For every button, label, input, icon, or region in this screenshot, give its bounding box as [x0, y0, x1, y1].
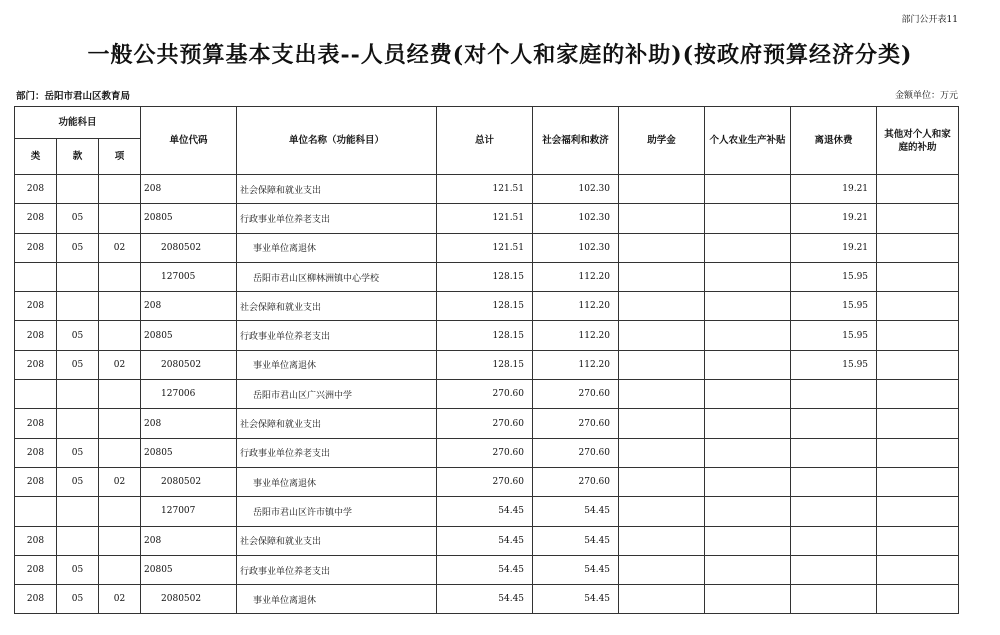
- header-kuan: 款: [57, 139, 99, 175]
- table-row: [15, 204, 959, 233]
- cell-lei: 208: [15, 321, 57, 350]
- cell-scholarship: [619, 526, 705, 555]
- cell-xiang: [99, 204, 141, 233]
- cell-name: 岳阳市君山区许市镇中学: [237, 497, 437, 526]
- table-row: [15, 497, 959, 526]
- cell-scholarship: [619, 497, 705, 526]
- cell-lei: 208: [15, 555, 57, 584]
- cell-total: 270.60: [437, 467, 533, 496]
- header-lei: 类: [15, 139, 57, 175]
- cell-other: [877, 233, 959, 262]
- table-row: [15, 526, 959, 555]
- cell-lei: 208: [15, 350, 57, 379]
- cell-agri: [705, 467, 791, 496]
- cell-scholarship: [619, 233, 705, 262]
- cell-name: 岳阳市君山区柳林洲镇中心学校: [237, 262, 437, 291]
- cell-lei: 208: [15, 467, 57, 496]
- cell-retire: [791, 380, 877, 409]
- cell-retire: [791, 497, 877, 526]
- cell-xiang: [99, 497, 141, 526]
- cell-lei: 208: [15, 526, 57, 555]
- table-row: [15, 409, 959, 438]
- cell-scholarship: [619, 204, 705, 233]
- cell-kuan: 05: [57, 467, 99, 496]
- cell-code: 208: [141, 526, 237, 555]
- cell-lei: 208: [15, 585, 57, 614]
- cell-other: [877, 497, 959, 526]
- cell-other: [877, 175, 959, 204]
- cell-lei: 208: [15, 438, 57, 467]
- cell-code: 20805: [141, 321, 237, 350]
- table-row: [15, 292, 959, 321]
- cell-other: [877, 321, 959, 350]
- table-row: [15, 175, 959, 204]
- cell-name: 岳阳市君山区广兴洲中学: [237, 380, 437, 409]
- cell-code: 2080502: [141, 350, 237, 379]
- table-row: [15, 321, 959, 350]
- cell-total: 54.45: [437, 526, 533, 555]
- cell-other: [877, 526, 959, 555]
- cell-welfare: 112.20: [533, 262, 619, 291]
- cell-scholarship: [619, 350, 705, 379]
- cell-retire: 19.21: [791, 175, 877, 204]
- cell-retire: 15.95: [791, 292, 877, 321]
- cell-lei: [15, 497, 57, 526]
- header-code: 单位代码: [141, 107, 237, 175]
- header-welfare: 社会福利和救济: [533, 107, 619, 175]
- cell-kuan: 05: [57, 585, 99, 614]
- cell-xiang: [99, 321, 141, 350]
- cell-kuan: [57, 262, 99, 291]
- cell-other: [877, 555, 959, 584]
- cell-retire: [791, 555, 877, 584]
- cell-kuan: 05: [57, 321, 99, 350]
- cell-lei: 208: [15, 409, 57, 438]
- cell-welfare: 270.60: [533, 438, 619, 467]
- cell-scholarship: [619, 555, 705, 584]
- cell-total: 121.51: [437, 233, 533, 262]
- cell-xiang: [99, 175, 141, 204]
- cell-code: 2080502: [141, 233, 237, 262]
- cell-code: 208: [141, 175, 237, 204]
- cell-kuan: 05: [57, 233, 99, 262]
- table-row: [15, 350, 959, 379]
- cell-retire: 19.21: [791, 204, 877, 233]
- cell-xiang: 02: [99, 350, 141, 379]
- cell-name: 事业单位离退休: [237, 233, 437, 262]
- header-agri: 个人农业生产补贴: [705, 107, 791, 175]
- cell-name: 社会保障和就业支出: [237, 175, 437, 204]
- cell-welfare: 270.60: [533, 380, 619, 409]
- cell-welfare: 102.30: [533, 233, 619, 262]
- cell-total: 128.15: [437, 350, 533, 379]
- cell-welfare: 112.20: [533, 321, 619, 350]
- cell-xiang: [99, 526, 141, 555]
- cell-welfare: 102.30: [533, 175, 619, 204]
- table-row: [15, 233, 959, 262]
- cell-other: [877, 262, 959, 291]
- cell-scholarship: [619, 292, 705, 321]
- cell-name: 社会保障和就业支出: [237, 526, 437, 555]
- cell-xiang: 02: [99, 585, 141, 614]
- cell-kuan: [57, 175, 99, 204]
- cell-other: [877, 585, 959, 614]
- cell-code: 127005: [141, 262, 237, 291]
- cell-scholarship: [619, 467, 705, 496]
- cell-agri: [705, 497, 791, 526]
- cell-scholarship: [619, 262, 705, 291]
- cell-total: 128.15: [437, 292, 533, 321]
- cell-code: 208: [141, 409, 237, 438]
- cell-kuan: 05: [57, 204, 99, 233]
- table-row: [15, 380, 959, 409]
- header-name: 单位名称（功能科目）: [237, 107, 437, 175]
- cell-xiang: [99, 409, 141, 438]
- cell-retire: 15.95: [791, 350, 877, 379]
- cell-total: 54.45: [437, 555, 533, 584]
- cell-other: [877, 409, 959, 438]
- cell-welfare: 270.60: [533, 409, 619, 438]
- cell-name: 行政事业单位养老支出: [237, 204, 437, 233]
- cell-total: 128.15: [437, 321, 533, 350]
- header-scholarship: 助学金: [619, 107, 705, 175]
- cell-welfare: 270.60: [533, 467, 619, 496]
- cell-welfare: 112.20: [533, 350, 619, 379]
- cell-agri: [705, 350, 791, 379]
- cell-name: 事业单位离退休: [237, 585, 437, 614]
- cell-other: [877, 380, 959, 409]
- cell-kuan: 05: [57, 438, 99, 467]
- cell-name: 事业单位离退休: [237, 467, 437, 496]
- cell-name: 行政事业单位养老支出: [237, 321, 437, 350]
- cell-name: 事业单位离退休: [237, 350, 437, 379]
- cell-scholarship: [619, 409, 705, 438]
- cell-kuan: 05: [57, 555, 99, 584]
- cell-total: 121.51: [437, 175, 533, 204]
- cell-name: 社会保障和就业支出: [237, 409, 437, 438]
- cell-scholarship: [619, 321, 705, 350]
- cell-xiang: [99, 555, 141, 584]
- cell-total: 54.45: [437, 585, 533, 614]
- cell-total: 270.60: [437, 438, 533, 467]
- cell-welfare: 102.30: [533, 204, 619, 233]
- cell-agri: [705, 233, 791, 262]
- cell-agri: [705, 526, 791, 555]
- cell-scholarship: [619, 585, 705, 614]
- cell-lei: 208: [15, 292, 57, 321]
- cell-kuan: [57, 292, 99, 321]
- table-row: [15, 467, 959, 496]
- cell-other: [877, 467, 959, 496]
- cell-kuan: [57, 409, 99, 438]
- cell-other: [877, 292, 959, 321]
- cell-total: 121.51: [437, 204, 533, 233]
- page-title: 一般公共预算基本支出表--人员经费(对个人和家庭的补助)(按政府预算经济分类): [87, 42, 913, 68]
- cell-lei: [15, 380, 57, 409]
- cell-retire: [791, 409, 877, 438]
- cell-total: 270.60: [437, 380, 533, 409]
- header-total: 总计: [437, 107, 533, 175]
- cell-name: 社会保障和就业支出: [237, 292, 437, 321]
- cell-xiang: [99, 292, 141, 321]
- cell-kuan: [57, 497, 99, 526]
- table-row: [15, 438, 959, 467]
- cell-scholarship: [619, 438, 705, 467]
- cell-agri: [705, 175, 791, 204]
- cell-welfare: 54.45: [533, 497, 619, 526]
- cell-scholarship: [619, 175, 705, 204]
- cell-welfare: 54.45: [533, 526, 619, 555]
- cell-welfare: 112.20: [533, 292, 619, 321]
- table-row: [15, 585, 959, 614]
- cell-retire: 19.21: [791, 233, 877, 262]
- cell-agri: [705, 585, 791, 614]
- cell-retire: [791, 526, 877, 555]
- form-number: 部门公开表11: [901, 15, 958, 25]
- cell-code: 20805: [141, 555, 237, 584]
- cell-kuan: [57, 526, 99, 555]
- cell-code: 2080502: [141, 585, 237, 614]
- cell-total: 270.60: [437, 409, 533, 438]
- cell-lei: [15, 262, 57, 291]
- cell-agri: [705, 380, 791, 409]
- cell-total: 128.15: [437, 262, 533, 291]
- cell-welfare: 54.45: [533, 585, 619, 614]
- header-func-group: 功能科目: [15, 107, 141, 139]
- cell-agri: [705, 438, 791, 467]
- cell-other: [877, 350, 959, 379]
- header-other: 其他对个人和家庭的补助: [877, 107, 959, 175]
- cell-code: 20805: [141, 438, 237, 467]
- cell-agri: [705, 292, 791, 321]
- cell-xiang: [99, 262, 141, 291]
- table-row: [15, 555, 959, 584]
- cell-xiang: 02: [99, 233, 141, 262]
- cell-xiang: 02: [99, 467, 141, 496]
- cell-total: 54.45: [437, 497, 533, 526]
- cell-kuan: 05: [57, 350, 99, 379]
- cell-code: 20805: [141, 204, 237, 233]
- cell-lei: 208: [15, 233, 57, 262]
- cell-retire: [791, 438, 877, 467]
- cell-retire: 15.95: [791, 321, 877, 350]
- cell-other: [877, 438, 959, 467]
- table-row: [15, 262, 959, 291]
- cell-code: 127006: [141, 380, 237, 409]
- cell-name: 行政事业单位养老支出: [237, 555, 437, 584]
- header-xiang: 项: [99, 139, 141, 175]
- cell-scholarship: [619, 380, 705, 409]
- cell-kuan: [57, 380, 99, 409]
- cell-agri: [705, 262, 791, 291]
- cell-lei: 208: [15, 204, 57, 233]
- cell-agri: [705, 555, 791, 584]
- cell-agri: [705, 321, 791, 350]
- cell-agri: [705, 409, 791, 438]
- cell-code: 127007: [141, 497, 237, 526]
- unit-label: 金额单位：万元: [894, 91, 958, 101]
- cell-other: [877, 204, 959, 233]
- cell-xiang: [99, 438, 141, 467]
- cell-code: 208: [141, 292, 237, 321]
- cell-code: 2080502: [141, 467, 237, 496]
- cell-lei: 208: [15, 175, 57, 204]
- cell-retire: [791, 467, 877, 496]
- budget-table: [14, 106, 959, 614]
- cell-welfare: 54.45: [533, 555, 619, 584]
- cell-xiang: [99, 380, 141, 409]
- cell-name: 行政事业单位养老支出: [237, 438, 437, 467]
- cell-retire: 15.95: [791, 262, 877, 291]
- cell-agri: [705, 204, 791, 233]
- header-retire: 离退休费: [791, 107, 877, 175]
- department-label: 部门：岳阳市君山区教育局: [16, 91, 131, 102]
- cell-retire: [791, 585, 877, 614]
